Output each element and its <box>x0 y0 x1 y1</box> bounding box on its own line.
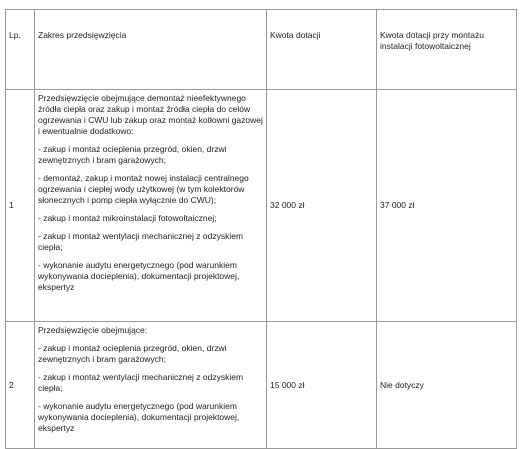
header-amount-pv: Kwota dotacji przy montażu instalacji fotowoltaicznej <box>377 10 517 90</box>
scope-paragraph: - wykonanie audytu energetycznego (pod warunkiem wykonywania docieplenia), dokumentacji projektowej, ekspertyz <box>38 260 240 292</box>
scope-paragraph: - zakup i montaż wentylacji mechanicznej z odzyskiem ciepła; <box>38 231 244 252</box>
scope-paragraph: - zakup i montaż mikroinstalacji fotowoltaicznej; <box>38 213 217 223</box>
scope-paragraph: - zakup i montaż ocieplenia przegród, okien, drzwi zewnętrznych i bram garażowych; <box>38 144 227 165</box>
scope-paragraph: - wykonanie audytu energetycznego (pod warunkiem wykonywania docieplenia), dokumentacji projektowej, ekspertyz <box>38 401 240 433</box>
header-amount: Kwota dotacji <box>267 10 377 90</box>
grant-table-wrapper <box>5 9 517 449</box>
scope-cell <box>35 322 267 449</box>
scope-paragraph: Przedsięwzięcie obejmujące: <box>38 325 148 335</box>
scope-cell <box>35 90 267 322</box>
amount-cell: 15 000 zł <box>267 322 377 449</box>
amount-pv-cell: 37 000 zł <box>377 90 517 322</box>
table-row <box>6 90 517 322</box>
amount-pv-cell: Nie dotyczy <box>377 322 517 449</box>
row-number: 1 <box>6 90 35 322</box>
scope-paragraph: Przedsięwzięcie obejmujące demontaż nieefektywnego źródła ciepła oraz zakup i montaż źródła ciepła do celów ogrzewania i CWU lub zakup oraz montaż kotłowni gazowej i ewentualnie dodatkowo: <box>38 93 263 136</box>
table-row <box>6 322 517 449</box>
scope-paragraph: - demontaż, zakup i montaż nowej instalacji centralnego ogrzewania i ciepłej wody użytkowej (w tym kolektorów słonecznych i pomp ciepła wyłącznie do CWU); <box>38 173 249 205</box>
header-scope: Zakres przedsięwzięcia <box>35 10 267 90</box>
grant-table <box>5 9 517 449</box>
table-header-row <box>6 10 517 90</box>
amount-cell: 32 000 zł <box>267 90 377 322</box>
scope-paragraph: - zakup i montaż ocieplenia przegród, okien, drzwi zewnętrznych i bram garażowych; <box>38 343 227 364</box>
header-lp: Lp. <box>6 10 35 90</box>
row-number: 2 <box>6 322 35 449</box>
scope-paragraph: - zakup i montaż wentylacji mechanicznej z odzyskiem ciepła; <box>38 372 244 393</box>
